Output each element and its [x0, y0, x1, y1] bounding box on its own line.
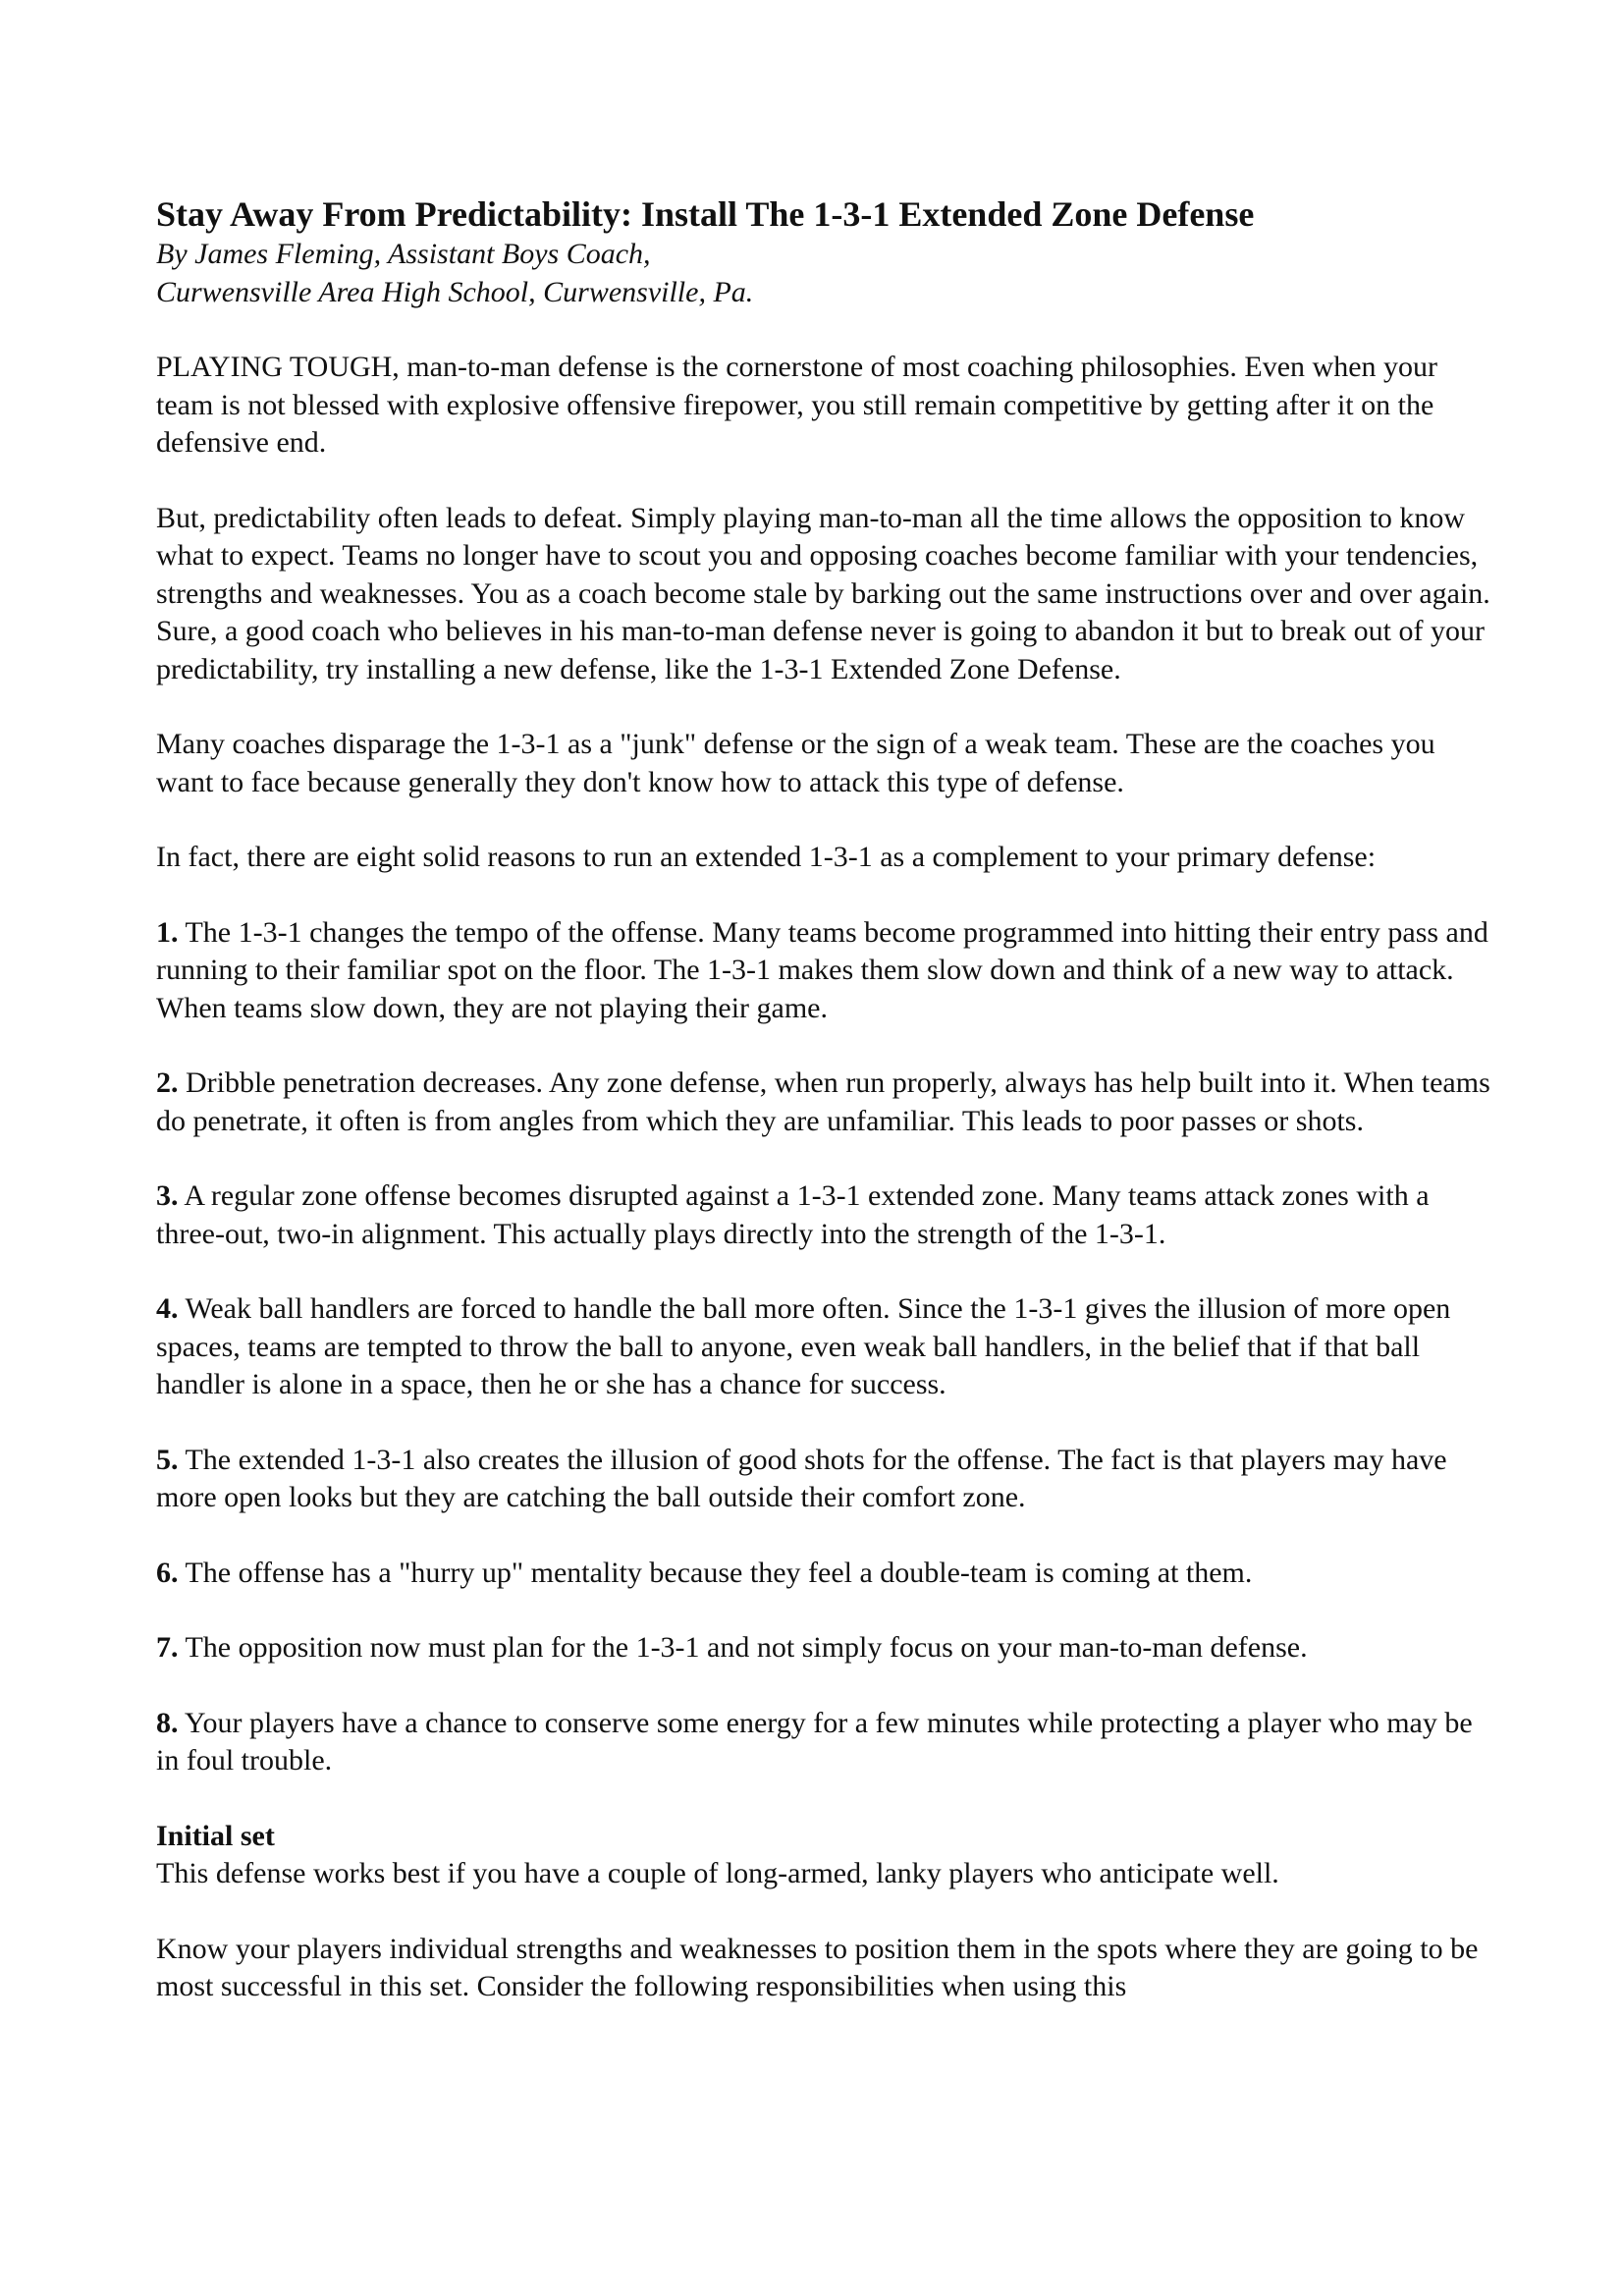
- reason-text: The opposition now must plan for the 1-3-1 and not simply focus on your man-to-man defense.: [178, 1631, 1308, 1664]
- reason-number: 5.: [156, 1443, 179, 1476]
- reason-number: 7.: [156, 1631, 179, 1664]
- reason-number: 6.: [156, 1556, 179, 1589]
- reason-text: Dribble penetration decreases. Any zone defense, when run properly, always has help built into it. When teams do penetrate, it often is from angles from which they are unfamiliar. This leads to poor passes or shots.: [156, 1066, 1490, 1137]
- reason-item: [156, 1442, 1491, 1517]
- intro-paragraph: Many coaches disparage the 1-3-1 as a "junk" defense or the sign of a weak team. These are the coaches you want to face because generally they don't know how to attack this type of defense.: [156, 728, 1435, 798]
- intro-paragraph: PLAYING TOUGH, man-to-man defense is the cornerstone of most coaching philosophies. Even when your team is not blessed with explosive offensive firepower, you still remain competitive by getting after it on the defensive end.: [156, 351, 1438, 459]
- reason-item: [156, 1705, 1491, 1780]
- reason-text: The offense has a "hurry up" mentality because they feel a double-team is coming at them.: [178, 1556, 1253, 1589]
- section-paragraph: Know your players individual strengths and weaknesses to position them in the spots where they are going to be most successful in this set. Consider the following responsibilities when using this: [156, 1932, 1479, 2002]
- reason-text: The 1-3-1 changes the tempo of the offense. Many teams become programmed into hitting their entry pass and running to their familiar spot on the floor. The 1-3-1 makes them slow down and think of a new way to attack. When teams slow down, they are not playing their game.: [156, 915, 1488, 1024]
- reason-number: 1.: [156, 915, 179, 949]
- reason-text: A regular zone offense becomes disrupted against a 1-3-1 extended zone. Many teams attack zones with a three-out, two-in alignment. This actually plays directly into the strength of the 1-3-1.: [156, 1179, 1430, 1250]
- section-paragraph: This defense works best if you have a couple of long-armed, lanky players who anticipate well.: [156, 1857, 1279, 1889]
- initial-set-section: [156, 1818, 1491, 1893]
- reason-number: 4.: [156, 1292, 179, 1325]
- reason-number: 8.: [156, 1706, 179, 1739]
- article-title: Stay Away From Predictability: Install The 1-3-1 Extended Zone Defense: [156, 194, 1255, 234]
- document-page: [156, 192, 1491, 2006]
- section-heading: Initial set: [156, 1819, 275, 1852]
- reason-item: [156, 1065, 1491, 1140]
- intro-paragraph: But, predictability often leads to defeat. Simply playing man-to-man all the time allows the opposition to know what to expect. Teams no longer have to scout you and opposing coaches become familiar with your tendencies, strengths and weaknesses. You as a coach become stale by barking out the same instructions over and over again. Sure, a good coach who believes in his man-to-man defense never is going to abandon it but to break out of your predictability, try installing a new defense, like the 1-3-1 Extended Zone Defense.: [156, 501, 1490, 685]
- article-header: [156, 192, 1491, 311]
- reason-text: Your players have a chance to conserve some energy for a few minutes while protecting a player who may be in foul trouble.: [156, 1706, 1473, 1777]
- reason-item: [156, 1290, 1491, 1404]
- byline-line-1: By James Fleming, Assistant Boys Coach,: [156, 238, 651, 270]
- intro-paragraph: In fact, there are eight solid reasons to run an extended 1-3-1 as a complement to your primary defense:: [156, 841, 1377, 873]
- reason-item: [156, 914, 1491, 1028]
- reason-text: Weak ball handlers are forced to handle the ball more often. Since the 1-3-1 gives the illusion of more open spaces, teams are tempted to throw the ball to anyone, even weak ball handlers, in the belief that if that ball handler is alone in a space, then he or she has a chance for success.: [156, 1292, 1451, 1400]
- byline-line-2: Curwensville Area High School, Curwensville, Pa.: [156, 275, 754, 308]
- reason-text: The extended 1-3-1 also creates the illusion of good shots for the offense. The fact is that players may have more open looks but they are catching the ball outside their comfort zone.: [156, 1443, 1447, 1513]
- reason-number: 3.: [156, 1179, 179, 1212]
- reason-item: [156, 1629, 1491, 1667]
- reason-item: [156, 1555, 1491, 1593]
- reason-number: 2.: [156, 1066, 179, 1099]
- reason-item: [156, 1177, 1491, 1253]
